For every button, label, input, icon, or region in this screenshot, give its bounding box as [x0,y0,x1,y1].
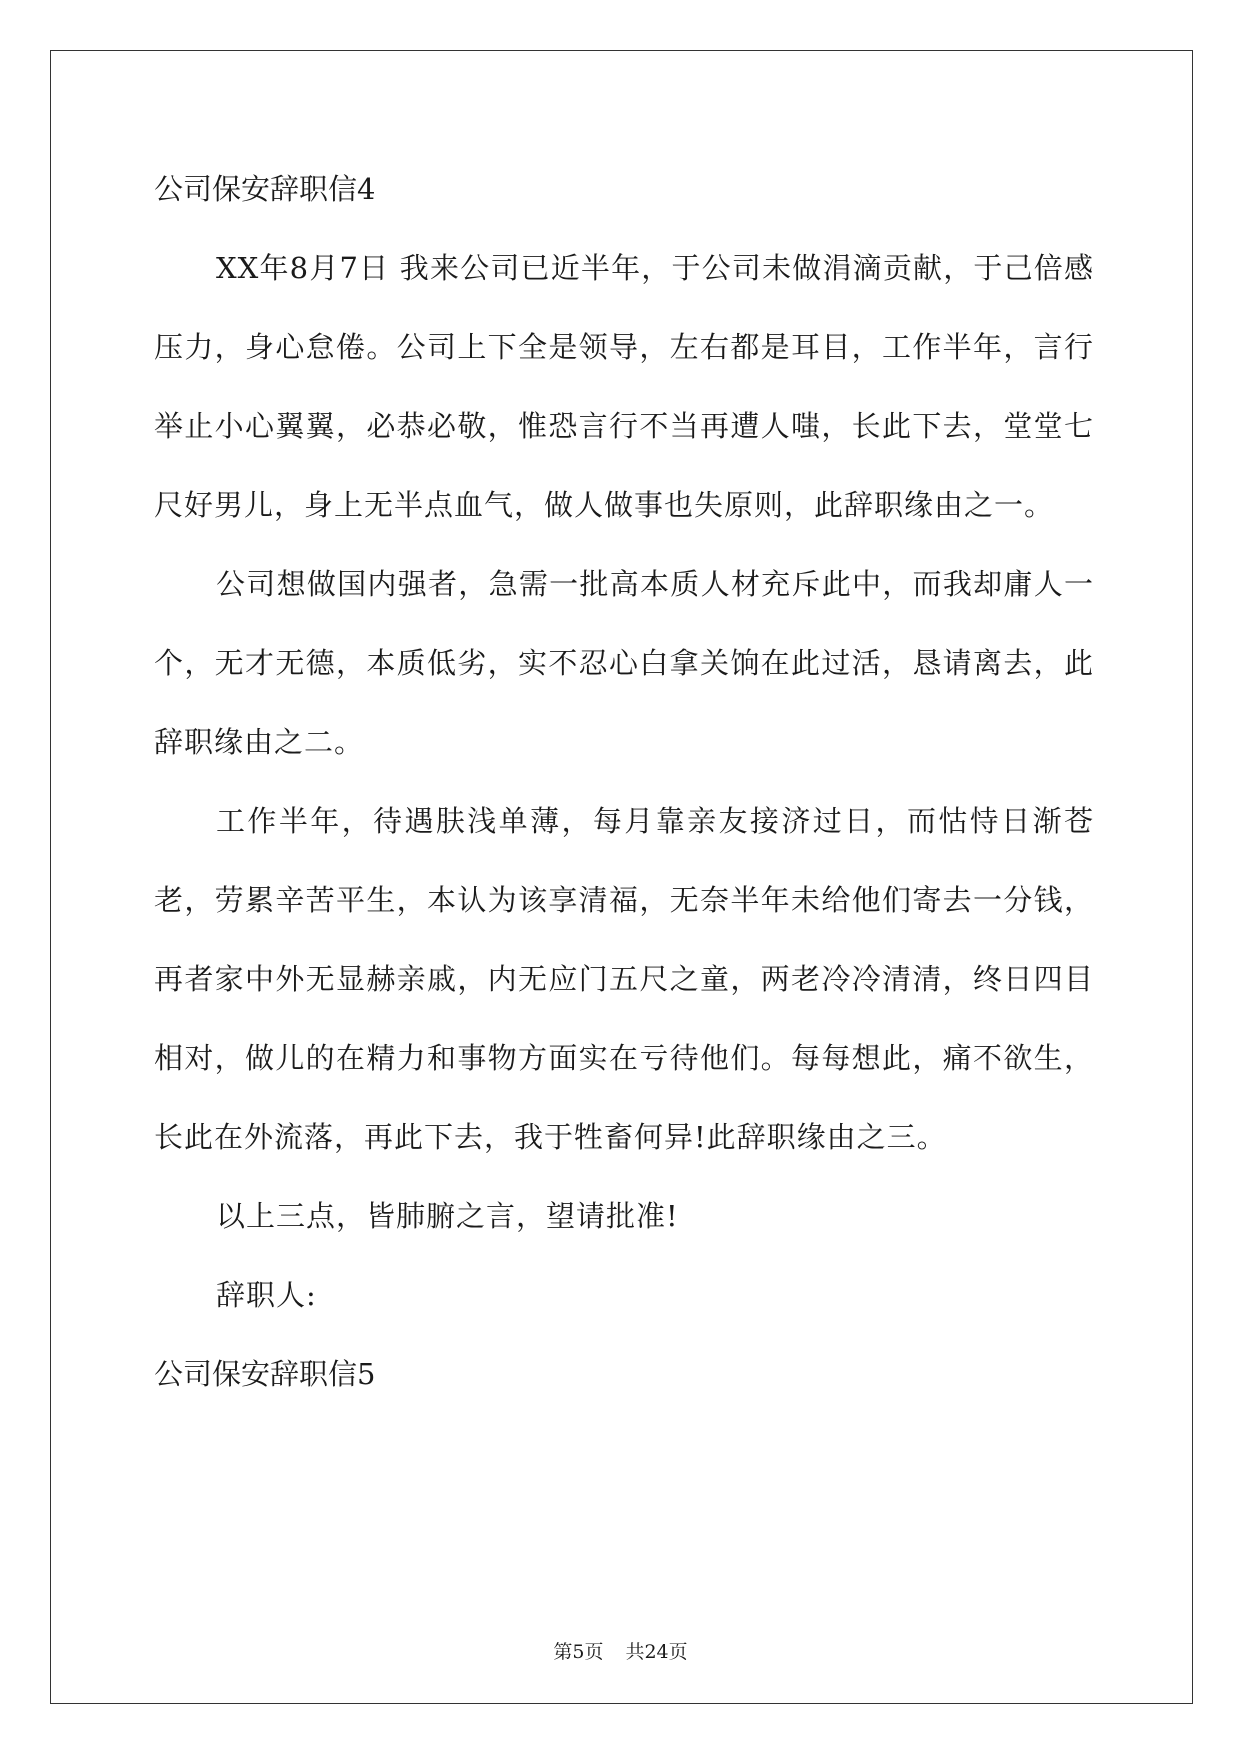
signature-line: 辞职人: [216,1278,317,1312]
letter-heading-5: 公司保安辞职信5 [154,1357,376,1391]
page-number: 第5页 [553,1641,604,1663]
paragraph-1: XX年8月7日 我来公司已近半年，于公司未做涓滴贡献，于己倍感压力，身心怠倦。公司上下全是领导，左右都是耳目，工作半年，言行举止小心翼翼，必恭必敬，惟恐言行不当再遭人嗤，长此下去，堂堂七尺好男儿，身上无半点血气，做人做事也失原则，此辞职缘由之一。 [154,251,1094,522]
paragraph-2: 公司想做国内强者，急需一批高本质人材充斥此中，而我却庸人一个，无才无德，本质低劣，实不忍心白拿关饷在此过活，恳请离去，此辞职缘由之二。 [154,567,1094,759]
document-body [154,150,1094,1414]
page-total: 共24页 [625,1641,688,1663]
page-footer [0,1637,1241,1664]
letter-heading-4: 公司保安辞职信4 [154,172,376,206]
paragraph-4: 以上三点，皆肺腑之言，望请批准! [216,1199,679,1233]
paragraph-3: 工作半年，待遇肤浅单薄，每月靠亲友接济过日，而怙恃日渐苍老，劳累辛苦平生，本认为该享清福，无奈半年未给他们寄去一分钱，再者家中外无显赫亲戚，内无应门五尺之童，两老冷冷清清，终日四目相对，做儿的在精力和事物方面实在亏待他们。每每想此，痛不欲生，长此在外流落，再此下去，我于牲畜何异!此辞职缘由之三。 [154,804,1094,1154]
